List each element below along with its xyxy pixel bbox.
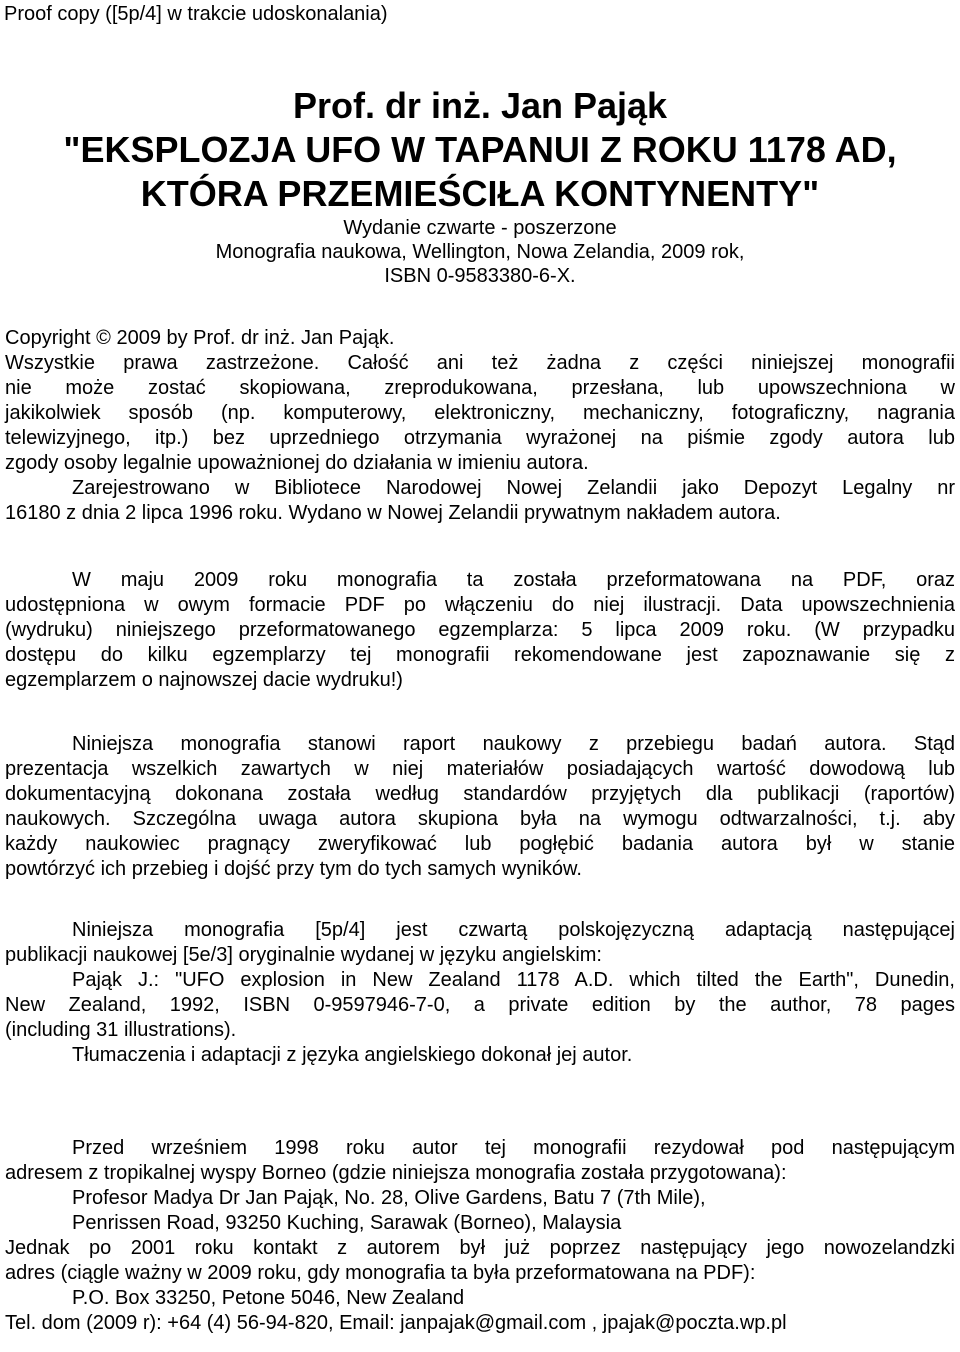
address-line: adresem z tropikalnej wyspy Borneo (gdzie niniejsza monografia została przygotowana):: [5, 1162, 787, 1184]
author-heading: Prof. dr inż. Jan Pająk: [292, 85, 668, 126]
address-line: Profesor Madya Dr Jan Pająk, No. 28, Olive Gardens, Batu 7 (7th Mile),: [72, 1187, 706, 1209]
research-note-paragraph: [5, 732, 955, 882]
pdf-note-line: egzemplarzem o najnowszej dacie wydruku!): [5, 669, 403, 691]
reference-line: Pająk J.: "UFO explosion in New Zealand 1178 A.D. which tilted the Earth", Dunedin,: [72, 969, 955, 991]
adaptation-note-line: Niniejsza monografia [5p/4] jest czwartą polskojęzyczną adaptacją następującej: [72, 919, 955, 941]
copyright-line: zgody osoby legalnie upoważnionej do działania w imieniu autora.: [5, 452, 589, 474]
research-note-line: każdy naukowiec pragnący zweryfikować lub pogłębić badania autora był w stanie: [5, 833, 955, 855]
adaptation-note-paragraph: [5, 918, 955, 1068]
proof-note: Proof copy ([5p/4] w trakcie udoskonalania): [4, 3, 388, 25]
copyright-line: Wszystkie prawa zastrzeżone. Całość ani też żadna z części niniejszej monografii: [5, 352, 955, 374]
copyright-line: telewizyjnego, itp.) bez uprzedniego otrzymania wyrażonej na piśmie zgody autora lub: [5, 427, 955, 449]
copyright-paragraph: [5, 326, 955, 526]
contact-line: Tel. dom (2009 r): +64 (4) 56-94-820, Email: janpajak@gmail.com , jpajak@poczta.wp.pl: [5, 1312, 787, 1334]
reference-line: New Zealand, 1992, ISBN 0-9597946-7-0, a private edition by the author, 78 pages: [5, 994, 955, 1016]
pdf-note-line: W maju 2009 roku monografia ta została przeformatowana na PDF, oraz: [72, 569, 955, 591]
address-line: Jednak po 2001 roku kontakt z autorem był już poprzez następujący jego nowozelandzki: [5, 1237, 955, 1259]
research-note-line: dokumentacyjną dokonana została według standardów przyjętych dla publikacji (raportów): [5, 783, 955, 805]
address-line: Przed wrześniem 1998 roku autor tej monografii rezydował pod następującym: [72, 1137, 955, 1159]
copyright-line: Zarejestrowano w Bibliotece Narodowej Nowej Zelandii jako Depozyt Legalny nr: [72, 477, 955, 499]
address-line: Penrissen Road, 93250 Kuching, Sarawak (Borneo), Malaysia: [72, 1212, 622, 1234]
isbn-line: ISBN 0-9583380-6-X.: [384, 265, 576, 287]
pdf-note-paragraph: [5, 568, 955, 693]
research-note-line: Niniejsza monografia stanowi raport naukowy z przebiegu badań autora. Stąd: [72, 733, 955, 755]
title-line-1: "EKSPLOZJA UFO W TAPANUI Z ROKU 1178 AD,: [63, 129, 897, 170]
research-note-line: powtórzyć ich przebieg i dojść przy tym do tych samych wyników.: [5, 858, 582, 880]
reference-line: (including 31 illustrations).: [5, 1019, 237, 1041]
copyright-line: jakikolwiek sposób (np. komputerowy, elektroniczny, mechaniczny, fotograficzny, nagrania: [5, 402, 955, 424]
title-line-2: KTÓRA PRZEMIEŚCIŁA KONTYNENTY": [140, 173, 820, 214]
address-line: adres (ciągle ważny w 2009 roku, gdy monografia ta była przeformatowana na PDF):: [5, 1262, 756, 1284]
edition-line: Wydanie czwarte - poszerzone: [343, 217, 617, 239]
copyright-line: nie może zostać skopiowana, zreprodukowana, przesłana, lub upowszechniona w: [5, 377, 955, 399]
copyright-line: Copyright © 2009 by Prof. dr inż. Jan Pająk.: [5, 327, 395, 349]
pdf-note-line: dostępu do kilku egzemplarzy tej monografii rekomendowane jest zapoznawanie się z: [5, 644, 955, 666]
pdf-note-line: udostępniona w owym formacie PDF po włączeniu do niej ilustracji. Data upowszechnienia: [5, 594, 955, 616]
research-note-line: naukowych. Szczególna uwaga autora skupiona była na wymogu odtwarzalności, t.j. aby: [5, 808, 955, 830]
address-paragraph: [5, 1136, 955, 1336]
address-line: P.O. Box 33250, Petone 5046, New Zealand: [72, 1287, 465, 1309]
title-block: [0, 84, 960, 288]
copyright-line: 16180 z dnia 2 lipca 1996 roku. Wydano w Nowej Zelandii prywatnym nakładem autora.: [5, 502, 781, 524]
research-note-line: prezentacja wszelkich zawartych w niej materiałów posiadających wartość dowodową lub: [5, 758, 955, 780]
pdf-note-line: (wydruku) niniejszego przeformatowanego egzemplarza: 5 lipca 2009 roku. (W przypadku: [5, 619, 955, 641]
adaptation-note-line: publikacji naukowej [5e/3] oryginalnie wydanej w języku angielskim:: [5, 944, 602, 966]
publication-line: Monografia naukowa, Wellington, Nowa Zelandia, 2009 rok,: [215, 241, 745, 263]
translation-note: Tłumaczenia i adaptacji z języka angielskiego dokonał jej autor.: [72, 1044, 633, 1066]
